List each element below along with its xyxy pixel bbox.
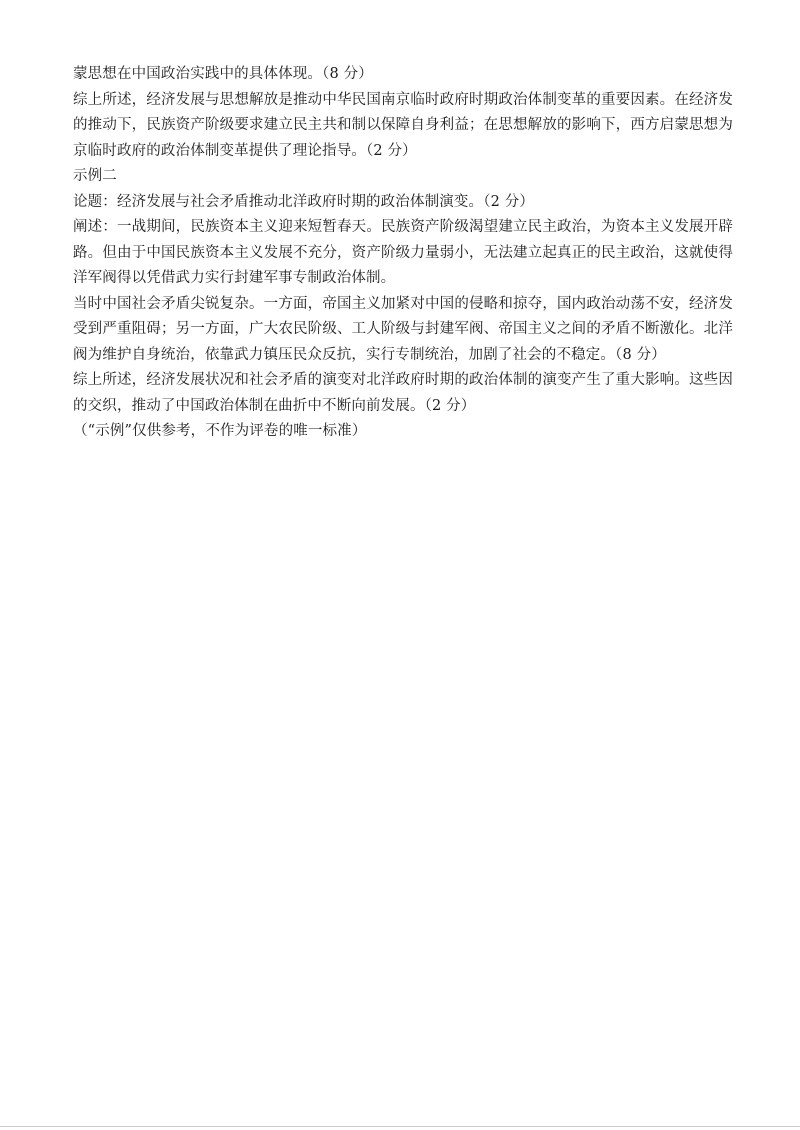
text-line: 路。但由于中国民族资本主义发展不充分，资产阶级力量弱小，无法建立起真正的民主政治，这就使得 (73, 244, 733, 261)
text-line: 综上所述，经济发展状况和社会矛盾的演变对北洋政府时期的政治体制的演变产生了重大影响。这些因 (73, 372, 733, 388)
text-line: 的交织，推动了中国政治体制在曲折中不断向前发展。（2 分） (73, 397, 476, 414)
page-bottom-edge (0, 1126, 800, 1127)
text-line: 洋军阀得以凭借武力实行封建军事专制政治体制。 (73, 270, 396, 286)
text-line: 当时中国社会矛盾尖锐复杂。一方面，帝国主义加紧对中国的侵略和掠夺，国内政治动荡不安，经济发 (73, 295, 733, 312)
text-line: 阐述：一战期间，民族资本主义迎来短暂春天。民族资产阶级渴望建立民主政治，为资本主义发展开辟 (73, 219, 733, 235)
text-line: 阀为维护自身统治，依靠武力镇压民众反抗，实行专制统治，加剧了社会的不稳定。（8 分） (73, 346, 666, 363)
answer-text-block (73, 62, 733, 445)
example-heading: 示例二 (73, 168, 117, 184)
text-line: 京临时政府的政治体制变革提供了理论指导。（2 分） (73, 142, 417, 159)
text-line: 综上所述，经济发展与思想解放是推动中华民国南京临时政府时期政治体制变革的重要因素。在经济发 (73, 91, 733, 108)
text-line: 蒙思想在中国政治实践中的具体体现。（8 分） (73, 66, 373, 82)
footnote: （“示例”仅供参考，不作为评卷的唯一标准） (73, 423, 367, 439)
text-line: 论题：经济发展与社会矛盾推动北洋政府时期的政治体制演变。（2 分） (73, 193, 535, 210)
text-line: 的推动下，民族资产阶级要求建立民主共和制以保障自身利益；在思想解放的影响下，西方启蒙思想为 (73, 117, 733, 133)
text-line: 受到严重阻碍；另一方面，广大农民阶级、工人阶级与封建军阀、帝国主义之间的矛盾不断激化。北洋 (73, 321, 733, 337)
